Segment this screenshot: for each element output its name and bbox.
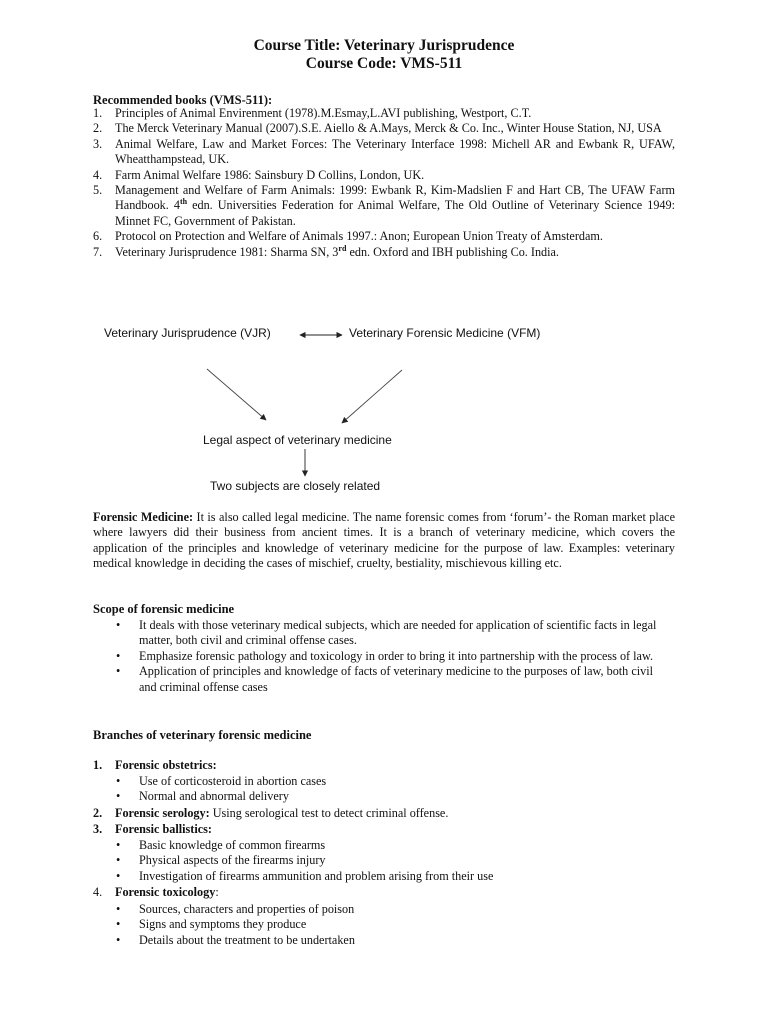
- arrow-vjr-to-legal: [207, 369, 266, 420]
- list-item: • Application of principles and knowledge of facts of veterinary medicine to the purposes of law, both civil and criminal offense cases: [113, 664, 665, 695]
- branch-obstetrics: 1. Forensic obstetrics:: [93, 758, 217, 772]
- diagram-vjr-label: Veterinary Jurisprudence (VJR): [104, 326, 271, 340]
- list-item: • Emphasize forensic pathology and toxicology in order to bring it into partnership with the process of law.: [113, 649, 665, 664]
- course-title: Course Title: Veterinary Jurisprudence: [253, 37, 515, 54]
- book-item: 5. Management and Welfare of Farm Animals: 1999: Ewbank R, Kim-Madslien F and Hart CB, The UFAW Farm Handbook. 4th edn. Universities Federation for Animal Welfare, The Old Outline of Veterinary Science 1949: Minnet FC, Government of Pakistan.: [93, 183, 675, 228]
- scope-list: [113, 618, 665, 695]
- list-item: • Signs and symptoms they produce: [113, 917, 665, 932]
- toxicology-list: [113, 902, 665, 948]
- book-item: 4. Farm Animal Welfare 1986: Sainsbury D Collins, London, UK.: [93, 167, 425, 182]
- ballistics-list: [113, 838, 665, 884]
- list-item: • Sources, characters and properties of poison: [113, 902, 665, 917]
- list-item: • Use of corticosteroid in abortion cases: [113, 774, 665, 789]
- diagram-vfm-label: Veterinary Forensic Medicine (VFM): [349, 326, 541, 340]
- branch-toxicology: 4. Forensic toxicology:: [93, 885, 219, 899]
- list-item: • Normal and abnormal delivery: [113, 789, 665, 804]
- book-item: 1. Principles of Animal Envirenment (1978).M.Esmay,L.AVI publishing, Westport, C.T.: [93, 106, 532, 120]
- list-item: • Basic knowledge of common firearms: [113, 838, 665, 853]
- diagram-related-label: Two subjects are closely related: [210, 479, 381, 493]
- branch-serology: 2. Forensic serology: Using serological test to detect criminal offense.: [93, 806, 449, 820]
- diagram-legal-label: Legal aspect of veterinary medicine: [203, 433, 392, 447]
- book-item: 7. Veterinary Jurisprudence 1981: Sharma SN, 3rd edn. Oxford and IBH publishing Co. India.: [93, 243, 559, 259]
- book-item: 6. Protocol on Protection and Welfare of Animals 1997.: Anon; European Union Treaty of Amsterdam.: [93, 229, 603, 244]
- obstetrics-list: [113, 774, 665, 805]
- books-heading: Recommended books (VMS-511):: [93, 93, 273, 107]
- forensic-medicine-paragraph: Forensic Medicine: It is also called legal medicine. The name forensic comes from ‘forum’- the Roman market place where lawyers did their business from ancient times. It is a branch of veterinary medicine, which covers the application of the principles and knowledge of veterinary medicine for the purpose of law. Examples: veterinary medical knowledge in deciding the cases of mischief, cruelty, bestiality, mischievous killing etc.: [93, 510, 675, 571]
- branch-ballistics: 3. Forensic ballistics:: [93, 822, 212, 836]
- arrow-vfm-to-legal: [342, 370, 402, 423]
- scope-heading: Scope of forensic medicine: [93, 602, 235, 616]
- branches-heading: Branches of veterinary forensic medicine: [93, 728, 312, 742]
- list-item: • Details about the treatment to be undertaken: [113, 933, 665, 948]
- book-item: 3. Animal Welfare, Law and Market Forces: The Veterinary Interface 1998: Michell AR and Ewbank R, UFAW, Wheatthampstead, UK.: [93, 136, 675, 167]
- list-item: • Physical aspects of the firearms injury: [113, 853, 665, 868]
- book-item: 2. The Merck Veterinary Manual (2007).S.E. Aiello & A.Mays, Merck & Co. Inc., Winter House Station, NJ, USA: [93, 121, 662, 136]
- list-item: • It deals with those veterinary medical subjects, which are needed for application of scientific facts in legal matter, both civil and criminal offense cases.: [113, 618, 665, 649]
- course-code: Course Code: VMS-511: [305, 55, 463, 72]
- list-item: • Investigation of firearms ammunition and problem arising from their use: [113, 869, 665, 884]
